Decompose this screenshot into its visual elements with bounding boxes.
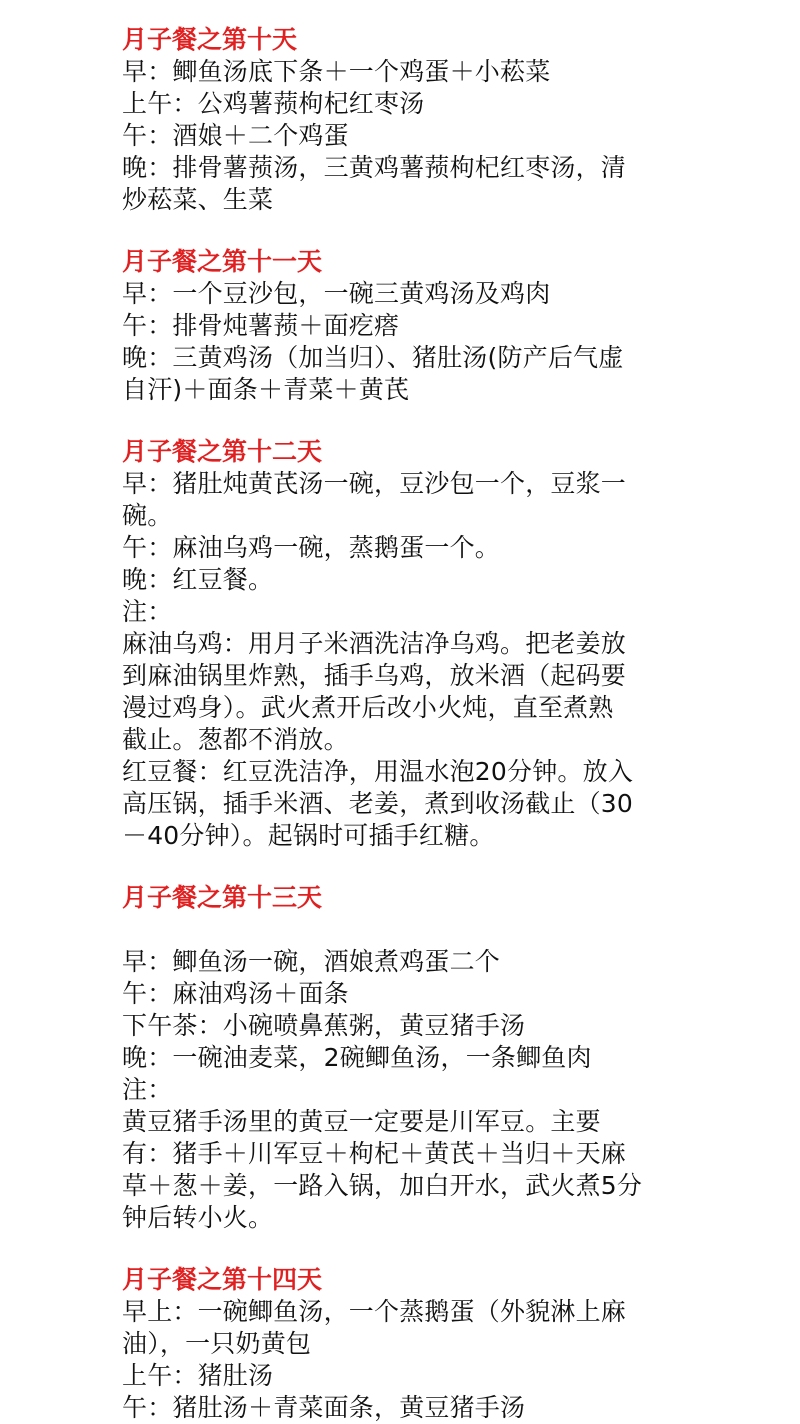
day-12-note-line: 漫过鸡身）。武火煮开后改小火炖，直至煮熟	[122, 693, 614, 722]
day-11-dinner-cont: 自汗)＋面条＋青菜＋黄芪	[122, 375, 410, 404]
day-13-lunch: 午：麻油鸡汤＋面条	[122, 979, 349, 1008]
day-14-heading: 月子餐之第十四天	[122, 1265, 323, 1294]
day-12-note-line: 麻油乌鸡：用月子米酒洗洁净乌鸡。把老姜放	[122, 629, 627, 658]
day-12-note-line: 高压锅，插手米酒、老姜，煮到收汤截止（30	[122, 789, 634, 818]
day-10-lunch: 午：酒娘＋二个鸡蛋	[122, 121, 349, 150]
section-spacer	[122, 216, 692, 246]
day-13-note-label: 注：	[122, 1075, 173, 1104]
day-12-breakfast-cont: 碗。	[122, 501, 173, 530]
day-12-breakfast: 早：猪肚炖黄芪汤一碗，豆沙包一个，豆浆一	[122, 469, 627, 498]
day-10-section	[122, 24, 692, 216]
day-14-lunch: 午：猪肚汤＋青菜面条，黄豆猪手汤	[122, 1393, 526, 1422]
day-13-dinner: 晚：一碗油麦菜，2碗鲫鱼汤，一条鲫鱼肉	[122, 1043, 592, 1072]
day-11-dinner: 晚：三黄鸡汤（加当归）、猪肚汤(防产后气虚	[122, 343, 624, 372]
day-12-note-label: 注：	[122, 597, 173, 626]
day-13-note-line: 钟后转小火。	[122, 1203, 274, 1232]
day-13-note-line: 草＋葱＋姜，一路入锅，加白开水，武火煮5分	[122, 1171, 643, 1200]
day-12-heading: 月子餐之第十二天	[122, 437, 323, 466]
day-14-breakfast-cont: 油），一只奶黄包	[122, 1329, 312, 1358]
day-12-lunch: 午：麻油乌鸡一碗，蒸鹅蛋一个。	[122, 533, 501, 562]
day-13-note-line: 有：猪手＋川军豆＋枸杞＋黄芪＋当归＋天麻	[122, 1139, 627, 1168]
day-13-note-line: 黄豆猪手汤里的黄豆一定要是川军豆。主要	[122, 1107, 601, 1136]
day-12-note-line: 截止。葱都不消放。	[122, 725, 349, 754]
heading-spacer	[122, 914, 692, 946]
day-11-lunch: 午：排骨炖薯蓣＋面疙瘩	[122, 311, 400, 340]
section-spacer	[122, 1234, 692, 1264]
day-12-note-line: 到麻油锅里炸熟，插手乌鸡，放米酒（起码要	[122, 661, 627, 690]
section-spacer	[122, 406, 692, 436]
day-13-heading: 月子餐之第十三天	[122, 883, 323, 912]
day-13-breakfast: 早：鲫鱼汤一碗，酒娘煮鸡蛋二个	[122, 947, 501, 976]
day-14-breakfast: 早上：一碗鲫鱼汤，一个蒸鹅蛋（外貌淋上麻	[122, 1297, 627, 1326]
day-11-heading: 月子餐之第十一天	[122, 247, 323, 276]
day-10-breakfast: 早：鲫鱼汤底下条＋一个鸡蛋＋小菘菜	[122, 57, 551, 86]
day-12-dinner: 晚：红豆餐。	[122, 565, 274, 594]
day-12-note-line: 红豆餐：红豆洗洁净，用温水泡20分钟。放入	[122, 757, 634, 786]
day-14-morning: 上午：猪肚汤	[122, 1361, 274, 1390]
day-14-section	[122, 1264, 692, 1424]
day-10-heading: 月子餐之第十天	[122, 25, 298, 54]
document-page	[122, 24, 692, 1424]
day-12-note-line: －40分钟）。起锅时可插手红糖。	[122, 821, 495, 850]
day-10-dinner-cont: 炒菘菜、生菜	[122, 185, 274, 214]
day-13-section	[122, 882, 692, 1234]
day-10-morning: 上午：公鸡薯蓣枸杞红枣汤	[122, 89, 425, 118]
day-12-section	[122, 436, 692, 852]
day-13-afternoon-tea: 下午茶：小碗喷鼻蕉粥，黄豆猪手汤	[122, 1011, 526, 1040]
day-11-section	[122, 246, 692, 406]
day-10-dinner: 晚：排骨薯蓣汤，三黄鸡薯蓣枸杞红枣汤，清	[122, 153, 627, 182]
section-spacer	[122, 852, 692, 882]
day-11-breakfast: 早：一个豆沙包，一碗三黄鸡汤及鸡肉	[122, 279, 551, 308]
